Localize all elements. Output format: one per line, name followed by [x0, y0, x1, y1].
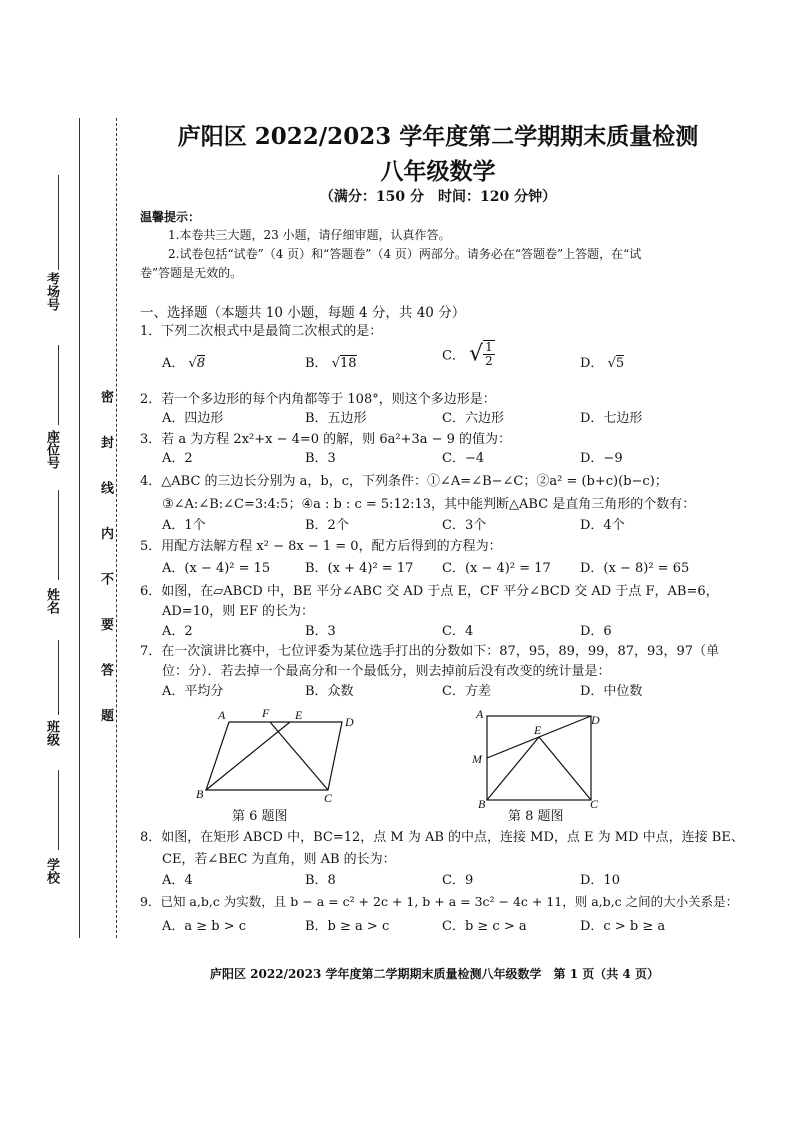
numerator: 1 [485, 340, 493, 354]
q2-option-b[interactable]: B．五边形 [305, 411, 367, 426]
sqrt-symbol: √ [607, 356, 616, 371]
q6-option-b[interactable]: B．3 [305, 624, 336, 639]
option-label: A． [162, 356, 185, 371]
q4-option-a[interactable]: A．1个 [162, 518, 206, 533]
radicand: 18 [340, 356, 357, 371]
denominator: 2 [485, 354, 493, 368]
fig6-label-b: B [196, 787, 204, 801]
fig6-label-e: E [295, 708, 303, 722]
seal-dashed-line [116, 118, 117, 938]
fig6-label-f: F [262, 706, 270, 720]
figure-6-caption: 第 6 题图 [232, 809, 288, 824]
tips-line-2: 2.试卷包括“试卷”（4 页）和“答题卷”（4 页）两部分。请务必在“答题卷”上答题，在“试 [168, 247, 642, 261]
q7-stem-line-1: 7．在一次演讲比赛中，七位评委为某位选手打出的分数如下：87，95，89，99，87，93，97（单 [140, 644, 720, 659]
sqrt-symbol: √ [469, 341, 484, 367]
seat-field[interactable] [58, 345, 59, 425]
fig8-label-a: A [476, 707, 484, 721]
exam-title: 庐阳区 2022/2023 学年度第二学期期末质量检测 [177, 123, 699, 150]
q1-option-b[interactable] [305, 352, 357, 371]
fig6-label-c: C [324, 791, 333, 805]
q5-option-d[interactable]: D．(x − 8)² = 65 [580, 561, 690, 576]
tips-heading: 温馨提示： [140, 210, 201, 224]
q2-stem: 2．若一个多边形的每个内角都等于 108°，则这个多边形是： [140, 392, 496, 407]
q6-stem-line-1: 6．如图，在▱ABCD 中，BE 平分∠ABC 交 AD 于点 E，CF 平分∠BCD 交 AD 于点 F，AB=6， [140, 584, 719, 599]
section-heading: 一、选择题（本题共 10 小题，每题 4 分，共 40 分） [140, 305, 466, 321]
q7-option-c[interactable]: C．方差 [442, 684, 491, 699]
class-label: 班级 [44, 720, 59, 746]
parallelogram-abcd [206, 722, 342, 790]
score-time: （满分：150 分 时间：120 分钟） [319, 189, 557, 205]
q8-option-a[interactable]: A．4 [162, 873, 193, 888]
name-field[interactable] [58, 490, 59, 580]
option-label: C． [442, 348, 465, 364]
q9-option-b[interactable]: B．b ≥ a > c [305, 919, 390, 934]
q7-stem-line-2: 位：分）．若去掉一个最高分和一个最低分，则去掉前后没有改变的统计量是： [162, 664, 611, 679]
q3-option-a[interactable]: A．2 [162, 451, 193, 466]
q8-stem-line-2: CE，若∠BEC 为直角，则 AB 的长为： [162, 852, 396, 867]
fraction [483, 340, 495, 368]
segment-cf [270, 722, 328, 790]
fig8-label-d: D [591, 713, 600, 727]
q2-option-d[interactable]: D．七边形 [580, 411, 643, 426]
q6-option-c[interactable]: C．4 [442, 624, 474, 639]
page-footer: 庐阳区 2022/2023 学年度第二学期期末质量检测八年级数学 第 1 页（共 4 页） [210, 967, 659, 981]
q5-option-a[interactable]: A．(x − 4)² = 15 [162, 561, 271, 576]
q7-option-a[interactable]: A．平均分 [162, 684, 224, 699]
q6-option-d[interactable]: D．6 [580, 624, 612, 639]
q7-option-b[interactable]: B．众数 [305, 684, 354, 699]
exam-room-label: 考场号 [44, 272, 59, 311]
q4-option-c[interactable]: C．3个 [442, 518, 487, 533]
q1-stem: 1．下列二次根式中是最简二次根式的是： [140, 324, 383, 339]
q4-stem-line-2: ③∠A:∠B:∠C=3:4:5；④a : b : c = 5:12:13，其中能判断△ABC 是直角三角形的个数有： [162, 497, 696, 512]
q8-option-c[interactable]: C．9 [442, 873, 474, 888]
school-label: 学校 [44, 858, 59, 884]
q1-option-c[interactable] [442, 340, 495, 368]
q5-option-b[interactable]: B．(x + 4)² = 17 [305, 561, 414, 576]
option-label: B． [305, 356, 328, 371]
q4-stem-line-1: 4．△ABC 的三边长分别为 a，b，c，下列条件：①∠A=∠B−∠C；②a² = (b+c)(b−c)； [140, 474, 668, 489]
q5-option-c[interactable]: C．(x − 4)² = 17 [442, 561, 551, 576]
exam-subtitle: 八年级数学 [380, 158, 496, 185]
q3-stem: 3．若 a 为方程 2x²+x − 4=0 的解，则 6a²+3a − 9 的值为： [140, 432, 512, 447]
q2-option-a[interactable]: A．四边形 [162, 411, 224, 426]
radicand: 5 [615, 356, 625, 371]
q9-option-c[interactable]: C．b ≥ c > a [442, 919, 527, 934]
q6-stem-line-2: AD=10，则 EF 的长为： [162, 604, 315, 619]
q7-option-d[interactable]: D．中位数 [580, 684, 643, 699]
exam-room-field[interactable] [58, 175, 59, 270]
option-label: D． [580, 356, 604, 371]
tips-line-3: 卷”答题是无效的。 [140, 266, 243, 280]
segment-be [487, 737, 539, 800]
seal-line-notice: 密 封 线 内 不 要 答 题 [98, 390, 113, 736]
tips-line-1: 1.本卷共三大题，23 小题，请仔细审题，认真作答。 [168, 228, 451, 242]
figure-6-diagram [190, 702, 365, 822]
q3-option-d[interactable]: D．−9 [580, 451, 623, 466]
q5-stem: 5．用配方法解方程 x² − 8x − 1 = 0，配方后得到的方程为： [140, 539, 502, 554]
q9-stem: 9．已知 a,b,c 为实数，且 b − a = c² + 2c + 1, b + a = 3c² − 4c + 11，则 a,b,c 之间的大小关系是： [140, 894, 739, 909]
school-field[interactable] [58, 770, 59, 850]
q8-option-b[interactable]: B．8 [305, 873, 336, 888]
q2-option-c[interactable]: C．六边形 [442, 411, 504, 426]
q8-stem-line-1: 8．如图，在矩形 ABCD 中，BC=12，点 M 为 AB 的中点，连接 MD，点 E 为 MD 中点，连接 BE、 [140, 830, 744, 845]
margin-border-line [79, 118, 80, 938]
fig8-label-b: B [478, 797, 486, 811]
name-label: 姓名 [44, 588, 59, 614]
q4-option-d[interactable]: D．4个 [580, 518, 625, 533]
figure-8-diagram [470, 702, 610, 817]
sqrt-symbol: √ [331, 356, 340, 371]
q1-option-a[interactable] [162, 352, 205, 371]
q4-option-b[interactable]: B．2个 [305, 518, 349, 533]
segment-be [206, 722, 290, 790]
fig8-label-e: E [534, 723, 542, 737]
q3-option-c[interactable]: C．−4 [442, 451, 485, 466]
q8-option-d[interactable]: D．10 [580, 873, 620, 888]
q3-option-b[interactable]: B．3 [305, 451, 336, 466]
fig6-label-a: A [218, 708, 226, 722]
q9-option-d[interactable]: D．c > b ≥ a [580, 919, 666, 934]
figure-8-caption: 第 8 题图 [508, 809, 564, 824]
q9-option-a[interactable]: A．a ≥ b > c [162, 919, 247, 934]
class-field[interactable] [58, 640, 59, 715]
sqrt-symbol: √ [188, 356, 197, 371]
radicand: 8 [196, 356, 206, 371]
q6-option-a[interactable]: A．2 [162, 624, 193, 639]
seat-label: 座位号 [44, 430, 59, 469]
fig8-label-m: M [472, 752, 482, 766]
fig6-label-d: D [345, 715, 354, 729]
segment-ce [539, 737, 591, 800]
q1-option-d[interactable] [580, 352, 624, 371]
fig8-label-c: C [590, 797, 599, 811]
